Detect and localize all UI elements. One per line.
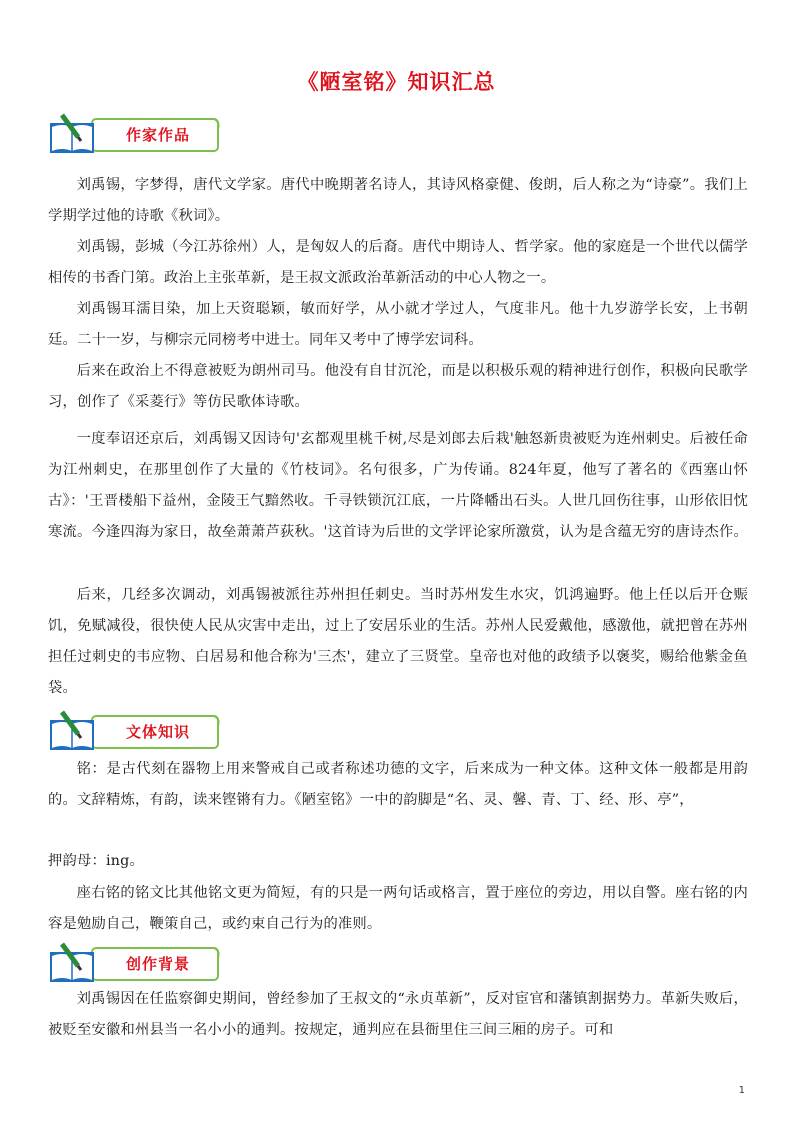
paragraph: 座右铭的铭文比其他铭文更为简短，有的只是一两句话或格言，置于座位的旁边，用以自警。座右铭的内容是勉励自己，鞭策自己，或约束自己行为的准则。 [48, 885, 748, 932]
paragraph: 刘禹锡，字梦得，唐代文学家。唐代中晚期著名诗人，其诗风格豪健、俊朗，后人称之为“诗豪”。我们上学期学过他的诗歌《秋词》。 [48, 177, 748, 224]
paragraph: 押韵母：ing。 [48, 853, 145, 869]
section-heading-genre [48, 710, 223, 752]
paragraph: 刘禹锡因在任监察御史期间，曾经参加了王叔文的“永贞革新”，反对宦官和藩镇割据势力。革新失败后，被贬至安徽和州县当一名小小的通判。按规定，通判应在县衙里住三间三厢的房子。可和 [48, 991, 748, 1038]
section-heading-background [48, 942, 223, 984]
page-number: 1 [738, 1085, 745, 1096]
page-title: 《陋室铭》知识汇总 [297, 70, 496, 94]
section-heading-label: 文体知识 [126, 723, 191, 741]
paragraph: 铭：是古代刻在器物上用来警戒自己或者称述功德的文字，后来成为一种文体。这种文体一般都是用韵的。文辞精炼，有韵，读来铿锵有力。《陋室铭》一中的韵脚是“名、灵、馨、青、丁、经、形、亭”， [48, 761, 748, 808]
paragraph: 后来在政治上不得意被贬为朗州司马。他没有自甘沉沦，而是以积极乐观的精神进行创作，积极向民歌学习，创作了《采菱行》等仿民歌体诗歌。 [48, 363, 748, 410]
paragraph: 后来，几经多次调动，刘禹锡被派往苏州担任刺史。当时苏州发生水灾，饥鸿遍野。他上任以后开仓赈饥，免赋减役，很快使人民从灾害中走出，过上了安居乐业的生活。苏州人民爱戴他，感激他，就把曾在苏州担任过刺史的韦应物、白居易和他合称为'三杰'，建立了三贤堂。皇帝也对他的政绩予以褒奖，赐给他紫金鱼袋。 [48, 587, 748, 696]
paragraph: 刘禹锡耳濡目染，加上天资聪颖，敏而好学，从小就才学过人，气度非凡。他十九岁游学长安，上书朝廷。二十一岁，与柳宗元同榜考中进士。同年又考中了博学宏词科。 [48, 301, 748, 348]
paragraph: 刘禹锡，彭城（今江苏徐州）人，是匈奴人的后裔。唐代中期诗人、哲学家。他的家庭是一个世代以儒学相传的书香门第。政治上主张革新，是王叔文派政治革新活动的中心人物之一。 [48, 239, 748, 286]
section-heading-author [48, 113, 223, 155]
paragraph: 一度奉诏还京后，刘禹锡又因诗句'玄都观里桃千树,尽是刘郎去后栽'触怒新贵被贬为连州刺史。后被任命为江州刺史，在那里创作了大量的《竹枝词》。名句很多，广为传诵。824年夏，他写了著名的《西塞山怀古》：'王晋楼船下益州，金陵王气黯然收。千寻铁锁沉江底，一片降幡出石头。人世几回伤往事，山形依旧忱寒流。今逢四海为家日，故垒萧萧芦荻秋。'这首诗为后世的文学评论家所激赏，认为是含蕴无穷的唐诗杰作。 [48, 431, 748, 540]
section-heading-label: 创作背景 [126, 955, 191, 973]
section-heading-label: 作家作品 [126, 126, 191, 144]
